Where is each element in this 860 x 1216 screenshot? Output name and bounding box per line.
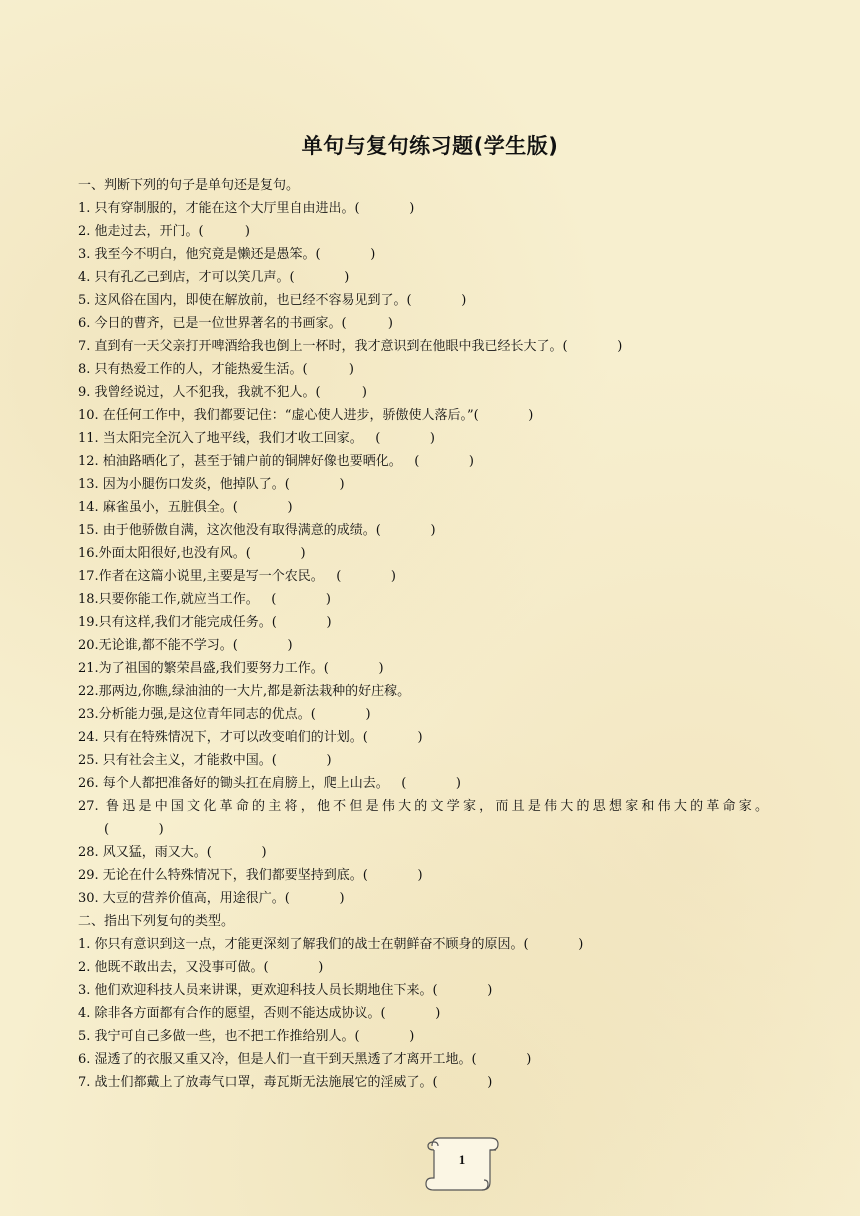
question-line: 4. 只有孔乙己到店，才可以笑几声。( ) bbox=[78, 270, 350, 285]
question-line: 7. 直到有一天父亲打开啤酒给我也倒上一杯时，我才意识到在他眼中我已经长大了。( ) bbox=[78, 339, 623, 354]
question-line: 2. 他走过去，开门。( ) bbox=[78, 224, 251, 239]
question-line: 9. 我曾经说过，人不犯我，我就不犯人。( ) bbox=[78, 385, 368, 400]
question-line: 30. 大豆的营养价值高，用途很广。( ) bbox=[78, 891, 345, 906]
section-heading: 二、指出下列复句的类型。 bbox=[78, 914, 235, 929]
question-line: 28. 风又猛，雨又大。( ) bbox=[78, 845, 267, 860]
question-line: 24. 只有在特殊情况下，才可以改变咱们的计划。( ) bbox=[78, 730, 423, 745]
question-line: 1. 你只有意识到这一点，才能更深刻了解我们的战士在朝鲜奋不顾身的原因。( ) bbox=[78, 937, 584, 952]
question-line: 10. 在任何工作中，我们都要记住：“虚心使人进步，骄傲使人落后。”( ) bbox=[78, 408, 534, 423]
question-line: 5. 这风俗在国内，即使在解放前，也已经不容易见到了。( ) bbox=[78, 293, 467, 308]
question-line: 4. 除非各方面都有合作的愿望，否则不能达成协议。( ) bbox=[78, 1006, 441, 1021]
question-line: 12. 柏油路晒化了，甚至于铺户前的铜牌好像也要晒化。 ( ) bbox=[78, 454, 474, 469]
question-line: 27. 鲁迅是中国文化革命的主将，他不但是伟大的文学家，而且是伟大的思想家和伟大的革命家。 bbox=[78, 799, 768, 814]
question-line: 8. 只有热爱工作的人，才能热爱生活。( ) bbox=[78, 362, 355, 377]
question-line: 20.无论谁,都不能不学习。( ) bbox=[78, 638, 293, 653]
question-line: 2. 他既不敢出去，又没事可做。( ) bbox=[78, 960, 324, 975]
question-line: 17.作者在这篇小说里,主要是写一个农民。 ( ) bbox=[78, 569, 396, 584]
question-line: 7. 战士们都戴上了放毒气口罩，毒瓦斯无法施展它的淫威了。( ) bbox=[78, 1075, 493, 1090]
question-line: 11. 当太阳完全沉入了地平线，我们才收工回家。 ( ) bbox=[78, 431, 435, 446]
question-line: 19.只有这样,我们才能完成任务。( ) bbox=[78, 615, 332, 630]
page-number: 1 bbox=[458, 1152, 466, 1167]
section-heading: 一、判断下列的句子是单句还是复句。 bbox=[78, 178, 300, 193]
question-line: 22.那两边,你瞧,绿油油的一大片,都是新法栽种的好庄稼。 bbox=[78, 684, 411, 699]
question-line: 6. 湿透了的衣服又重又冷，但是人们一直干到天黑透了才离开工地。( ) bbox=[78, 1052, 532, 1067]
exercise-list bbox=[78, 174, 778, 1094]
question-line: 1. 只有穿制服的，才能在这个大厅里自由进出。( ) bbox=[78, 201, 415, 216]
question-line: 15. 由于他骄傲自满，这次他没有取得满意的成绩。( ) bbox=[78, 523, 436, 538]
question-line: 13. 因为小腿伤口发炎，他掉队了。( ) bbox=[78, 477, 345, 492]
question-line: 21.为了祖国的繁荣昌盛,我们要努力工作。( ) bbox=[78, 661, 384, 676]
question-line: 3. 我至今不明白，他究竟是懒还是愚笨。( ) bbox=[78, 247, 376, 262]
page-number-scroll bbox=[422, 1134, 502, 1194]
question-line: 3. 他们欢迎科技人员来讲课，更欢迎科技人员长期地住下来。( ) bbox=[78, 983, 493, 998]
question-line: 23.分析能力强,是这位青年同志的优点。( ) bbox=[78, 707, 371, 722]
question-line: 6. 今日的曹齐，已是一位世界著名的书画家。( ) bbox=[78, 316, 394, 331]
question-line-continuation: ( ) bbox=[104, 822, 164, 837]
question-line: 26. 每个人都把准备好的锄头扛在肩膀上，爬上山去。 ( ) bbox=[78, 776, 461, 791]
question-line: 18.只要你能工作,就应当工作。 ( ) bbox=[78, 592, 331, 607]
question-line: 14. 麻雀虽小，五脏俱全。( ) bbox=[78, 500, 293, 515]
question-line: 29. 无论在什么特殊情况下，我们都要坚持到底。( ) bbox=[78, 868, 423, 883]
document-title: 单句与复句练习题(学生版) bbox=[301, 134, 559, 158]
question-line: 5. 我宁可自己多做一些，也不把工作推给别人。( ) bbox=[78, 1029, 415, 1044]
question-line: 25. 只有社会主义，才能救中国。( ) bbox=[78, 753, 332, 768]
question-line: 16.外面太阳很好,也没有风。( ) bbox=[78, 546, 306, 561]
